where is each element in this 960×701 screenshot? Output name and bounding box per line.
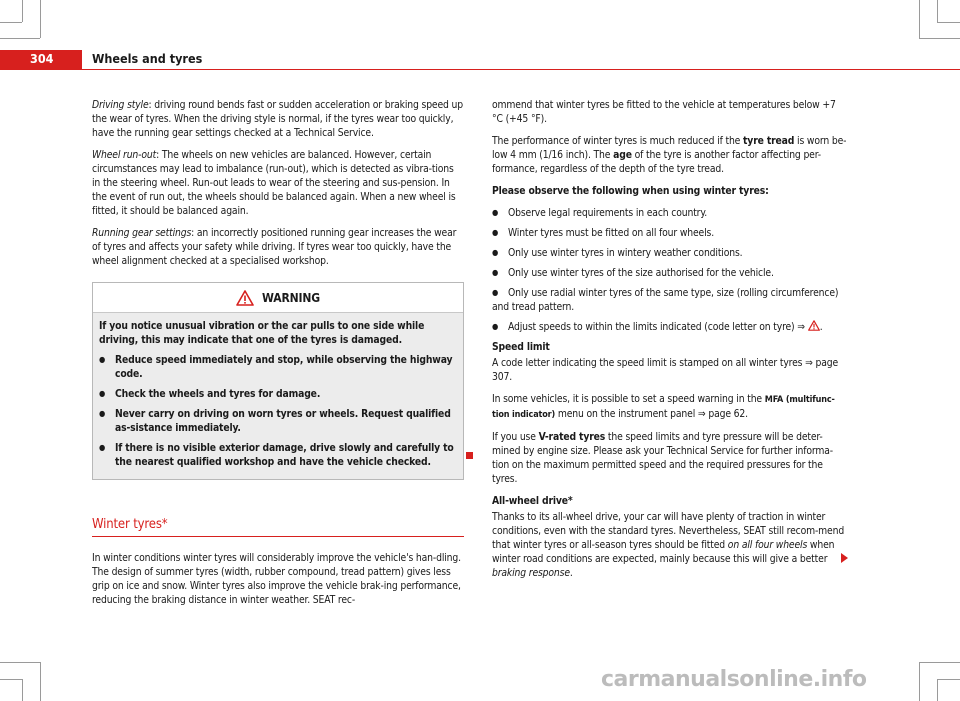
paragraph-performance: The performance of winter tyres is much reduced if the tyre tread is worn be-low 4 mm (1/16 inch). The age of the tyre is another factor affecting per-formance, regardless of the depth of the tyre tread. <box>492 135 847 175</box>
warning-triangle-icon <box>236 290 254 306</box>
paragraph-running-gear: Running gear settings: an incorrectly positioned running gear increases the wear of tyres and affects your safety while driving. If tyres wear too quickly, have the wheel alignment checked at a specialised workshop. <box>92 227 457 267</box>
paragraph-v-rated: If you use V-rated tyres the speed limits and tyre pressure will be deter-mined by engine size. Please ask your Technical Service for further informa-tion on the maximum permitted speed and the required pressures for the tyres. <box>492 431 833 485</box>
warning-header <box>93 283 463 313</box>
crop-mark <box>937 679 938 701</box>
winter-item: ● Observe legal requirements in each country. <box>492 206 848 220</box>
warning-box <box>92 282 464 480</box>
warning-item: ● Check the wheels and tyres for damage. <box>99 387 457 401</box>
crop-mark <box>22 679 23 701</box>
crop-mark <box>919 38 960 39</box>
crop-mark <box>40 0 41 38</box>
crop-mark <box>40 662 41 701</box>
right-column <box>492 98 848 588</box>
winter-item: ● Adjust speeds to within the limits indicated (code letter on tyre) ⇒ . <box>492 320 848 334</box>
paragraph-speed-limit: A code letter indicating the speed limit is stamped on all winter tyres ⇒ page 307. <box>492 357 839 383</box>
crop-mark <box>0 679 22 680</box>
crop-mark <box>919 662 920 701</box>
watermark: carmanualsonline.info <box>601 667 867 692</box>
warning-title: WARNING <box>262 291 320 305</box>
next-page-arrow-icon <box>841 553 848 563</box>
crop-mark <box>937 0 938 22</box>
paragraph-mfa: In some vehicles, it is possible to set a speed warning in the MFA (multifunc-tion indicator) menu on the instrument panel ⇒ page 62. <box>492 393 835 420</box>
warning-triangle-icon[interactable] <box>808 320 820 331</box>
warning-item: ● If there is no visible exterior damage, drive slowly and carefully to the nearest qualified workshop and have the vehicle checked. <box>99 441 457 469</box>
header-rule <box>82 69 960 70</box>
paragraph-continued: ommend that winter tyres be fitted to the vehicle at temperatures below +7 °C (+45 °F). <box>492 99 836 125</box>
paragraph-awd: Thanks to its all-wheel drive, your car will have plenty of traction in winter conditions, even with the standard tyres. Nevertheless, SEAT still recom-mend that winter tyres or all-season tyres should be fitted on all four wheels when winter road conditions are expected, mainly because this will give a better braking response. <box>492 511 845 579</box>
crop-mark <box>0 38 40 39</box>
speed-limit-heading: Speed limit <box>492 341 550 353</box>
section-rule <box>92 536 464 537</box>
crop-mark <box>937 679 960 680</box>
winter-item: ● Winter tyres must be fitted on all four wheels. <box>492 226 848 240</box>
winter-item: ● Only use winter tyres of the size authorised for the vehicle. <box>492 266 848 280</box>
warning-intro: If you notice unusual vibration or the car pulls to one side while driving, this may indicate that one of the tyres is damaged. <box>99 320 425 346</box>
warning-item: ● Reduce speed immediately and stop, while observing the highway code. <box>99 353 457 381</box>
warning-item: ● Never carry on driving on worn tyres or wheels. Request qualified as-sistance immediately. <box>99 407 457 435</box>
crop-mark <box>937 22 960 23</box>
paragraph-wheel-runout: Wheel run-out: The wheels on new vehicles are balanced. However, certain circumstances may lead to imbalance (run-out), which is detected as vibra-tions in the steering wheel. Run-out leads to wear of the steering and sus-pension. In the event of run out, the wheels should be balanced again. When a new wheel is fitted, it should be balanced again. <box>92 149 456 217</box>
crop-mark <box>0 662 40 663</box>
end-of-section-marker <box>466 452 473 459</box>
winter-item: ● Only use winter tyres in wintery weather conditions. <box>492 246 848 260</box>
paragraph-driving-style: Driving style: driving round bends fast or sudden acceleration or braking speed up the wear of tyres. When the driving style is normal, if the tyres wear too quickly, have the running gear settings checked at a Technical Service. <box>92 99 464 139</box>
page-title: Wheels and tyres <box>92 51 203 66</box>
warning-body <box>93 313 463 479</box>
section-title-winter-tyres: Winter tyres* <box>92 517 168 532</box>
winter-item: ● Only use radial winter tyres of the same type, size (rolling circumference) and tread pattern. <box>492 286 848 314</box>
left-column <box>92 98 464 615</box>
crop-mark <box>0 22 22 23</box>
crop-mark <box>22 0 23 22</box>
crop-mark <box>919 662 960 663</box>
crop-mark <box>919 0 920 38</box>
observe-heading: Please observe the following when using winter tyres: <box>492 185 769 197</box>
page-number: 304 <box>30 51 54 66</box>
awd-heading: All-wheel drive* <box>492 495 573 507</box>
paragraph-winter-intro: In winter conditions winter tyres will considerably improve the vehicle's han-dling. The design of summer tyres (width, rubber compound, tread pattern) gives less grip on ice and snow. Winter tyres also improve the vehicle brak-ing performance, reducing the braking distance in winter weather. SEAT rec- <box>92 552 461 606</box>
